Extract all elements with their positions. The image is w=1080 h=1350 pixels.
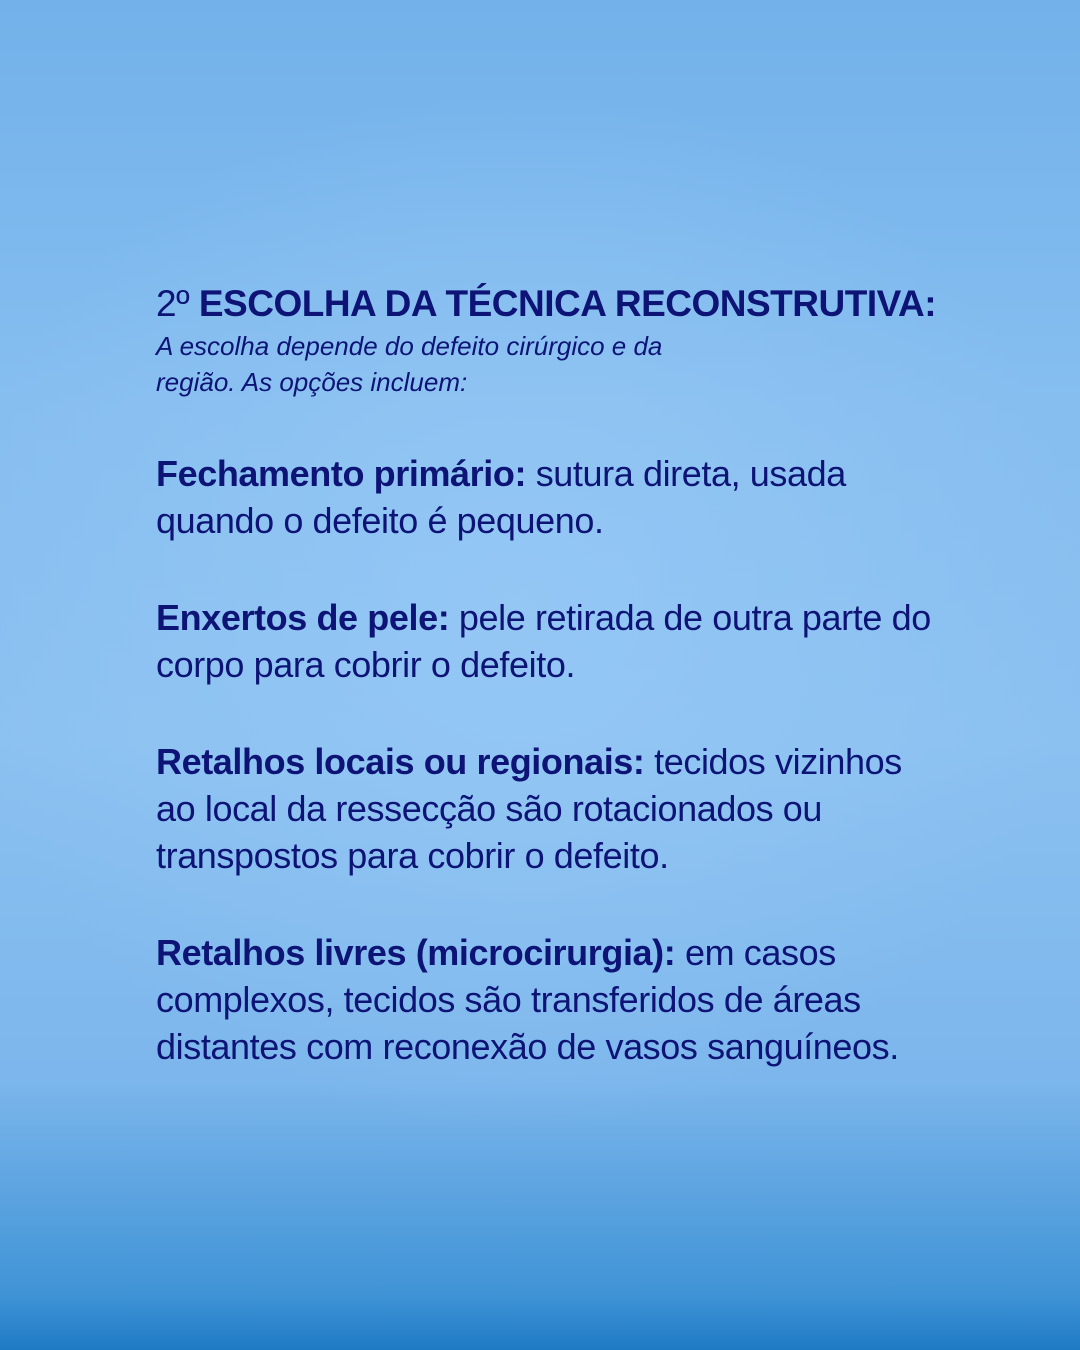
section-title: ESCOLHA DA TÉCNICA RECONSTRUTIVA: bbox=[198, 283, 937, 324]
option-primary-closure bbox=[156, 450, 946, 544]
option-local-flaps bbox=[156, 738, 946, 879]
option-free-flaps bbox=[156, 929, 946, 1070]
section-heading bbox=[156, 280, 956, 328]
option-description: tecidos vizinhos ao local da ressecção são rotacionados ou transpostos para cobrir o defeito. bbox=[156, 741, 902, 876]
option-term: Retalhos livres (microcirurgia): bbox=[156, 932, 676, 973]
option-description: sutura direta, usada quando o defeito é pequeno. bbox=[156, 453, 846, 541]
intro-text: A escolha depende do defeito cirúrgico e da região. As opções incluem: bbox=[156, 331, 663, 397]
option-description: pele retirada de outra parte do corpo para cobrir o defeito. bbox=[156, 597, 931, 685]
option-term: Fechamento primário: bbox=[156, 453, 527, 494]
option-term: Enxertos de pele: bbox=[156, 597, 450, 638]
option-term: Retalhos locais ou regionais: bbox=[156, 741, 645, 782]
option-skin-grafts bbox=[156, 594, 946, 688]
option-description: em casos complexos, tecidos são transferidos de áreas distantes com reconexão de vasos sanguíneos. bbox=[156, 932, 899, 1067]
step-number: 2º bbox=[156, 283, 190, 324]
content-block bbox=[156, 280, 956, 1070]
